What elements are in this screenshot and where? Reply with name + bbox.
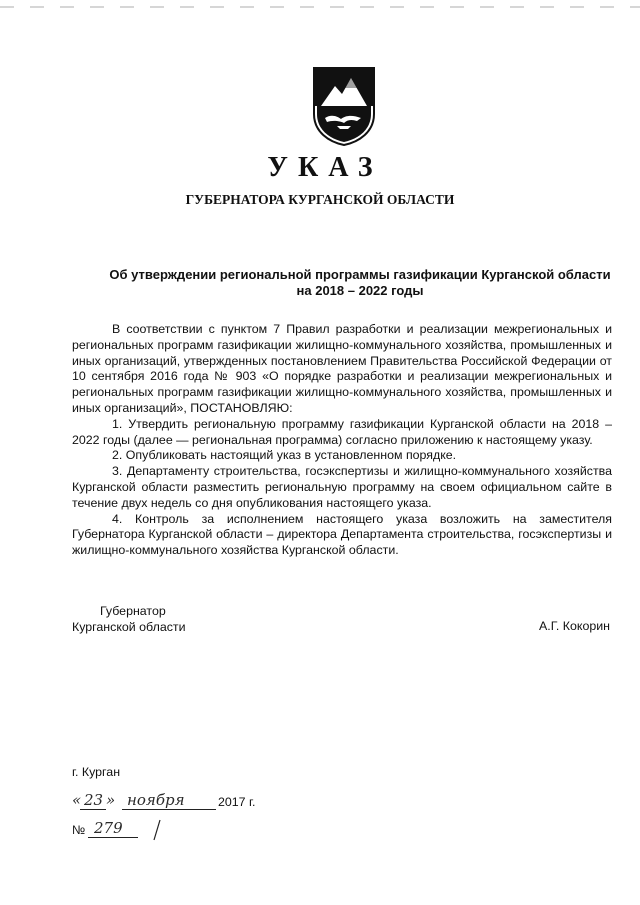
- coat-of-arms-icon: [311, 66, 377, 146]
- decree-body: [72, 322, 612, 559]
- signatory-name: А.Г. Кокорин: [538, 619, 610, 633]
- city-label: г. Курган: [72, 765, 121, 779]
- preamble-paragraph: В соответствии с пунктом 7 Правил разработки и реализации межрегиональных и региональных программ газификации жилищно-коммунального хозяйства, промышленных и иных организаций, утвержденных постановлением Правительства Российской Федерации от 10 сентября 2016 года № 903 «О порядке разработки и реализации межрегиональных и региональных программ газификации жилищно-коммунального хозяйства, промышленных и иных организаций», ПОСТАНОВЛЯЮ:: [72, 322, 612, 415]
- date-month: ноября: [127, 791, 185, 809]
- decree-heading: [60, 267, 640, 299]
- clause-paragraph: 3. Департаменту строительства, госэкспертизы и жилищно-коммунального хозяйства Курганской области разместить региональную программу на своем официальном сайте в течение двух недель со дня опубликования настоящего указа.: [72, 464, 612, 510]
- number-value: 279: [94, 819, 123, 837]
- decree-title: УКАЗ: [267, 152, 383, 183]
- clause-paragraph: 2. Опубликовать настоящий указ в установленном порядке.: [112, 448, 457, 463]
- position-title: Губернатор: [100, 604, 166, 618]
- heading-line: на 2018 – 2022 годы: [296, 283, 424, 298]
- signatory-position: [72, 603, 186, 635]
- clause-paragraph: 1. Утвердить региональную программу газификации Курганской области на 2018 – 2022 годы (далее — региональная программа) согласно приложению к настоящему указу.: [72, 416, 612, 447]
- clause-paragraph: 4. Контроль за исполнением настоящего указа возложить на заместителя Губернатора Курганской области – директора Департамента строительства, госэкспертизы и жилищно-коммунального хозяйства Курганской области.: [72, 511, 612, 558]
- signing-date: [72, 791, 272, 813]
- date-open-quote: «: [72, 791, 82, 809]
- issuer-subtitle: ГУБЕРНАТОРА КУРГАНСКОЙ ОБЛАСТИ: [185, 192, 455, 207]
- date-month-underline: [122, 809, 216, 810]
- number-underline: [88, 837, 138, 838]
- date-year: 2017 г.: [218, 795, 256, 809]
- position-region: Курганской области: [72, 620, 186, 634]
- heading-line: Об утверждении региональной программы газификации Курганской области: [109, 267, 611, 282]
- scan-edge-artifact: [0, 6, 640, 8]
- date-close-quote: »: [106, 791, 116, 809]
- date-day-underline: [80, 809, 106, 810]
- decree-number: [72, 819, 162, 841]
- date-day: 23: [84, 791, 104, 809]
- pen-mark-icon: [152, 819, 162, 841]
- number-sign: №: [72, 823, 86, 837]
